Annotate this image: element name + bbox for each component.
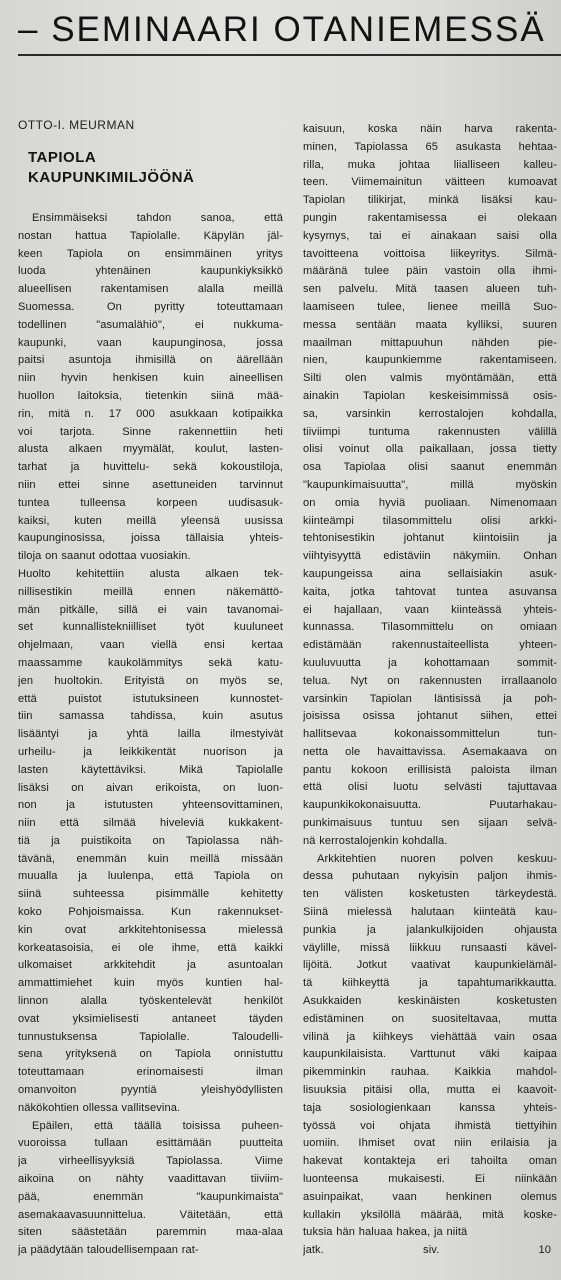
- article-text-line: män pitkälle, sillä ei vain tavanomai-: [18, 603, 283, 616]
- article-text-line: nä kerrostalojenkin kohdalla.: [303, 834, 448, 847]
- article-text-line: tuntea tulleensa korpeen uudisasuk-: [18, 496, 283, 509]
- article-text-line: voi tarjota. Sinne rakennettiin heti: [18, 425, 283, 438]
- article-text-line: näkökohtien ollessa vallitsevina.: [18, 1101, 181, 1114]
- article-text-line: sen palvelu. Mitä taasen alueen tuh-: [303, 283, 557, 296]
- article-text-line: rilla, muka johtaa liialliseen kalleu-: [303, 158, 557, 171]
- article-text-line: Asukkaiden keskinäisten kosketusten: [303, 995, 557, 1008]
- article-text-line: nostan hattua Tapiolalle. Käpylän jäl-: [18, 229, 283, 242]
- article-text-line: kaisuun, koska näin harva rakenta-: [303, 123, 557, 135]
- article-text-line: väylille, missä liikkuu runsaasti kävel-: [303, 941, 557, 954]
- article-text-line: rin, mitä n. 17 000 asukkaan kotipaikka: [18, 407, 283, 420]
- article-text-line: vuoroissa tullaan esittämään puutteita: [18, 1137, 283, 1150]
- article-text-line: Ensimmäiseksi tahdon sanoa, että: [32, 212, 283, 224]
- article-text-line: telua. Nyt on rakennusten irrallaanolo: [303, 674, 557, 687]
- article-text-line: työssä voi ohjata ihmistä tiettyihin: [303, 1119, 557, 1132]
- article-text-line: kiinteämpi tilasommittelu olisi arkki-: [303, 514, 557, 527]
- article-text-line: kaupunki, vaan kaupunginosa, jossa: [18, 336, 283, 349]
- article-text-line: tä kiihkeyttä ja tapahtumarikkautta.: [303, 977, 557, 990]
- article-text-line: osa Tapiolaa olisi saanut enemmän: [303, 461, 557, 474]
- article-text-line: sena yrityksenä on Tapiola onnistuttu: [18, 1048, 283, 1061]
- article-text-line: kysymys, tai ei ainakaan saisi olla: [303, 229, 557, 242]
- article-text-line: pungin rakentamisessa ei olekaan: [303, 211, 557, 224]
- article-text-line: siinä suhteessa pisimmälle kehitetty: [18, 888, 283, 901]
- article-text-line: koko Pohjoismaissa. Kun rakennukset-: [18, 906, 283, 919]
- article-text-line: asuinpaikat, vaan henkinen olemus: [303, 1190, 557, 1203]
- article-text-line: tunnustuksensa Tapiolalle. Taloudelli-: [18, 1030, 283, 1043]
- article-text-line: Arkkitehtien nuoren polven keskuu-: [317, 852, 557, 865]
- article-text-line: "kaupunkimaisuutta", millä myöskin: [303, 478, 557, 491]
- article-text-line: luoda yhtenäinen kaupunkiyksikkö: [18, 265, 283, 278]
- article-text-line: jen huoltokin. Erityistä on myös se,: [18, 674, 283, 687]
- article-text-line: huollon laitoksia, tietenkin siinä mää-: [18, 389, 283, 402]
- article-text-line: kaupunkikokonaisuutta. Puutarhakau-: [303, 799, 557, 812]
- article-text-line: alusta alkaen myymälät, koulut, lasten-: [18, 443, 283, 456]
- article-text-line: Suomessa. On pyritty toteuttamaan: [18, 300, 283, 313]
- article-text-line: Siinä mielessä halutaan kiinteätä kau-: [303, 906, 557, 919]
- article-title: [28, 148, 288, 188]
- article-text-line: pikemminkin rauhaa. Kaikkia mahdol-: [303, 1066, 557, 1079]
- article-text-line: ainakin Tapiolan keskeisimmissä osis-: [303, 389, 557, 402]
- article-text-line: muualla ja luulenpa, että Tapiola on: [18, 870, 283, 883]
- article-text-line: keen Tapiola on ensimmäinen yritys: [18, 247, 283, 260]
- article-text-line: minen, Tapiolassa 65 asukasta hehtaa-: [303, 140, 557, 153]
- author-name: OTTO-I. MEURMAN: [18, 118, 135, 132]
- article-text-line: sa, varsinkin kerrostalojen kohdalla,: [303, 407, 557, 420]
- article-text-line: maailman mittapuuhun nähden pie-: [303, 336, 557, 349]
- article-text-line: laamiseen tulee, lienee meillä Suo-: [303, 300, 557, 313]
- article-text-line: pää, enemmän "kaupunkimaista": [18, 1190, 283, 1203]
- article-text-line: lisäksi on aivan erikoista, on luon-: [18, 781, 283, 794]
- article-text-line: todellinen "asumalähiö", ei nukkuma-: [18, 318, 283, 331]
- article-text-line: tiä ja puistikoita on Tapiolassa näh-: [18, 834, 283, 847]
- article-text-line: siten säästetään paremmin maa-alaa: [18, 1226, 283, 1239]
- article-text-line: että olisi luotu selvästi tajuttavaa: [303, 781, 557, 794]
- article-text-line: ovat yksimielisesti antaneet täyden: [18, 1012, 283, 1025]
- article-text-line: niin että silmää hiveleviä kukkakent-: [18, 817, 283, 830]
- article-text-line: kin ovat arkkitehtonisessa mielessä: [18, 923, 283, 936]
- article-text-line: kullakin yksilöllä määrää, mitä koske-: [303, 1208, 557, 1221]
- article-text-line: paitsi asuntoja ihmisillä on äärellään: [18, 354, 283, 367]
- article-text-line: lijöitä. Jotkut vaativat kaupunkielämäl-: [303, 959, 557, 972]
- article-text-line: tarhat ja huvittelu- sekä kokoustiloja,: [18, 461, 283, 474]
- article-text-line: on omia hyviä puoliaan. Nimenomaan: [303, 496, 557, 509]
- article-text-line: ulkomaiset arkkitehdit ja asuntoalan: [18, 959, 283, 972]
- article-text-line: Epäilen, että täällä toisissa puheen-: [32, 1119, 283, 1132]
- article-column-left: [18, 210, 283, 1260]
- article-text-line: kaupunginosissa, joissa tällaisia yhteis-: [18, 532, 283, 545]
- article-text-line: aikoina on nähty vaadittavan tiiviim-: [18, 1173, 283, 1186]
- article-text-line: joisissa osissa johtanut siihen, ettei: [303, 710, 557, 723]
- article-text-line: set kunnallistekniilliset työt kuuluneet: [18, 621, 283, 634]
- article-text-line: hakevat kontakteja eri tahoilta oman: [303, 1155, 557, 1168]
- article-text-line: ten välisten kosketusten tärkeydestä.: [303, 888, 557, 901]
- article-text-line: kuuluvuutta ja kohottamaan sommit-: [303, 656, 557, 669]
- article-text-line: asemakaavasuunnittelua. Väitetään, että: [18, 1208, 283, 1221]
- article-text-line: kaupungeissa aina sellaisiakin asuk-: [303, 567, 557, 580]
- article-text-line: tuksia hän haluaa hakea, ja niitä: [303, 1226, 468, 1239]
- article-text-line: pantu kokoon erillisistä paloista ilman: [303, 763, 557, 776]
- article-text-line: ja virheellisyyksiä Tapiolassa. Viime: [18, 1155, 283, 1168]
- article-text-line: omanvoiton pyyntiä yleishyödyllisten: [18, 1084, 283, 1097]
- article-text-line: luonteensa mukaisesti. Ei niinkään: [303, 1173, 557, 1186]
- article-text-line: hallitsevaa kokonaissommittelun tun-: [303, 728, 557, 741]
- bleed-through-text: [318, 58, 561, 84]
- article-title-line: TAPIOLA: [28, 149, 97, 166]
- article-text-line: tiloja on saanut odottaa vuosiakin.: [18, 550, 191, 563]
- article-text-line: tiiviimpi tuntuma rakennusten välillä: [303, 425, 557, 438]
- article-text-line: ei hajallaan, vaan kiinteässä yhteis-: [303, 603, 557, 616]
- article-text-line: viihtyisyyttä edistäviin näkymiin. Onhan: [303, 550, 557, 563]
- article-text-line: kaita, jotka tahtovat tuntea asuvansa: [303, 585, 557, 598]
- article-text-line: lasten käytettäviksi. Mikä Tapiolalle: [18, 763, 283, 776]
- article-text-line: teen. Viimemainitun väitteen kumoavat: [303, 176, 557, 189]
- article-text-line: kaiksi, kuten meillä yleensä uusissa: [18, 514, 283, 527]
- article-text-line: määränä tulee päin vastoin olla ihmi-: [303, 265, 557, 278]
- article-text-line: niin hyvin henkisen kuin aineellisen: [18, 372, 283, 385]
- article-text-line: taja sosiologienkaan kanssa yhteis-: [303, 1101, 557, 1114]
- masthead-rule: [18, 54, 561, 56]
- article-text-line: lisääntyi ja yhtä lailla ilmestyivät: [18, 728, 283, 741]
- article-text-line: punkia ja jalankulkijoiden ohjausta: [303, 923, 557, 936]
- article-text-line: netta ole havaittavissa. Asemakaava on: [303, 745, 557, 758]
- article-text-line: Huolto kehitettiin alusta alkaen tek-: [18, 567, 283, 580]
- article-text-line: urheilu- ja leikkikentät nuorison ja: [18, 745, 283, 758]
- article-text-line: olisi voinut olla paikallaan, jossa tietty: [303, 443, 557, 456]
- article-text-line: punkimaisuus tuntuu sen sijaan selvä-: [303, 817, 557, 830]
- article-text-line: tiin samassa tahdissa, kuin asutus: [18, 710, 283, 723]
- article-text-line: ohjelmaan, vaan viellä ensi kertaa: [18, 639, 283, 652]
- article-title-line: KAUPUNKIMILJÖÖNÄ: [28, 169, 195, 186]
- article-text-line: kunnassa. Tilasommittelu on omiaan: [303, 621, 557, 634]
- article-text-line: edistämään rakennustaiteellista yhteen-: [303, 639, 557, 652]
- article-text-line: messa sentään maata kylliksi, suuren: [303, 318, 557, 331]
- article-text-line: nillisestikin meillä ennen näkemättö-: [18, 585, 283, 598]
- article-text-line: vilinä ja kiihkeys viehättää vain osaa: [303, 1030, 557, 1043]
- article-text-line: ja päädytään taloudellisempaan rat-: [18, 1244, 199, 1257]
- article-text-line: tavoitteena voittoisa liikeyritys. Silmä-: [303, 247, 557, 260]
- article-text-line: edistäminen on suositeltavaa, mutta: [303, 1012, 557, 1025]
- article-column-right: [303, 121, 557, 1260]
- article-text-line: Silti olen valmis myöntämään, että: [303, 372, 557, 385]
- article-text-line: lisuuksia pitäisi olla, mutta ei kaavoit-: [303, 1084, 557, 1097]
- article-text-line: varsinkin Tapiolan läntisissä ja poh-: [303, 692, 557, 705]
- article-text-line: että puistot istutuksineen kunnostet-: [18, 692, 283, 705]
- article-text-line: ammattimiehet kuin myös kuntien hal-: [18, 977, 283, 990]
- article-text-line: niin ettei sinne asettuneiden tarvinnut: [18, 478, 283, 491]
- article-text-line: Tapiolan tilikirjat, minkä lisäksi kau-: [303, 194, 557, 207]
- article-text-line: maassamme kaukolämmitys sekä katu-: [18, 656, 283, 669]
- article-text-line: tehtonisestikin johtanut kiintoisiin ja: [303, 532, 557, 545]
- section-masthead: – SEMINAARI OTANIEMESSÄ: [18, 10, 546, 49]
- article-text-line: alueellisen rakentamisen alalla meillä: [18, 283, 283, 296]
- article-text-line: nien, kaupunkiemme rakentamiseen.: [303, 354, 557, 367]
- article-text-line: tävänä, enemmän kuin meillä missään: [18, 852, 283, 865]
- article-text-line: toteuttamaan erinomaisesti ilman: [18, 1066, 283, 1079]
- article-text-line: uomiin. Ihmiset ovat niin erilaisia ja: [303, 1137, 557, 1150]
- article-text-line: kaupunkilaisista. Varttunut väki kaipaa: [303, 1048, 557, 1061]
- article-text-line: jatk. siv. 10: [303, 1244, 551, 1257]
- article-text-line: linnon alalla työskentelevät henkilöt: [18, 995, 283, 1008]
- article-text-line: korkeatasoisia, ei ole ihme, että kaikki: [18, 941, 283, 954]
- article-text-line: dessa puhutaan nykyisin paljon ihmis-: [303, 870, 557, 883]
- article-text-line: non ja istutusten yhteensovittaminen,: [18, 799, 283, 812]
